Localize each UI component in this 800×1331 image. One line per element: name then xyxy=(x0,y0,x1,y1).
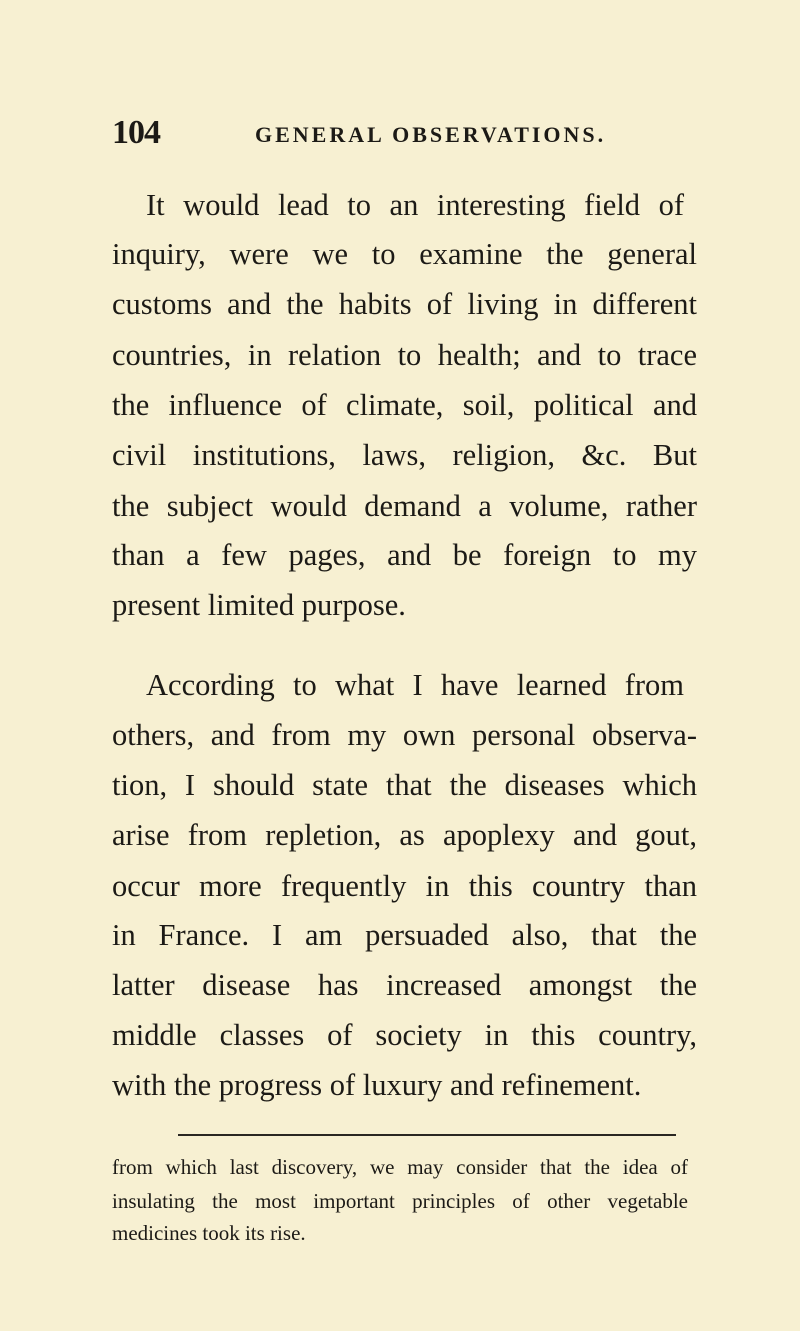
running-head: GENERAL OBSERVATIONS. xyxy=(255,122,607,147)
page-number: 104 xyxy=(112,114,160,151)
text-line: with the progress of luxury and refinement. xyxy=(112,1068,642,1102)
text-line: present limited purpose. xyxy=(112,588,406,622)
text-line: in France. I am persuaded also, that the xyxy=(112,918,697,952)
text-line: customs and the habits of living in different xyxy=(112,287,697,321)
text-line: than a few pages, and be foreign to my xyxy=(112,538,697,572)
text-line: the influence of climate, soil, political and xyxy=(112,388,697,422)
text-line: others, and from my own personal observa- xyxy=(112,718,697,752)
text-line: inquiry, were we to examine the general xyxy=(112,237,697,271)
text-line: latter disease has increased amongst the xyxy=(112,968,697,1002)
page-header xyxy=(112,113,712,153)
footnote-line: medicines took its rise. xyxy=(112,1221,306,1245)
text-line: tion, I should state that the diseases which xyxy=(112,768,697,802)
text-line: civil institutions, laws, religion, &c. But xyxy=(112,438,697,472)
text-line: the subject would demand a volume, rather xyxy=(112,489,697,523)
text-line: arise from repletion, as apoplexy and gout, xyxy=(112,818,697,852)
text-line: According to what I have learned from xyxy=(146,668,684,702)
text-line: middle classes of society in this country, xyxy=(112,1018,697,1052)
text-line: occur more frequently in this country than xyxy=(112,869,697,903)
footnote-line: from which last discovery, we may consider that the idea of xyxy=(112,1155,688,1179)
text-line: It would lead to an interesting field of xyxy=(146,188,684,222)
text-line: countries, in relation to health; and to trace xyxy=(112,338,697,372)
footnote-rule xyxy=(178,1134,676,1136)
footnote-line: insulating the most important principles of other vegetable xyxy=(112,1189,688,1213)
